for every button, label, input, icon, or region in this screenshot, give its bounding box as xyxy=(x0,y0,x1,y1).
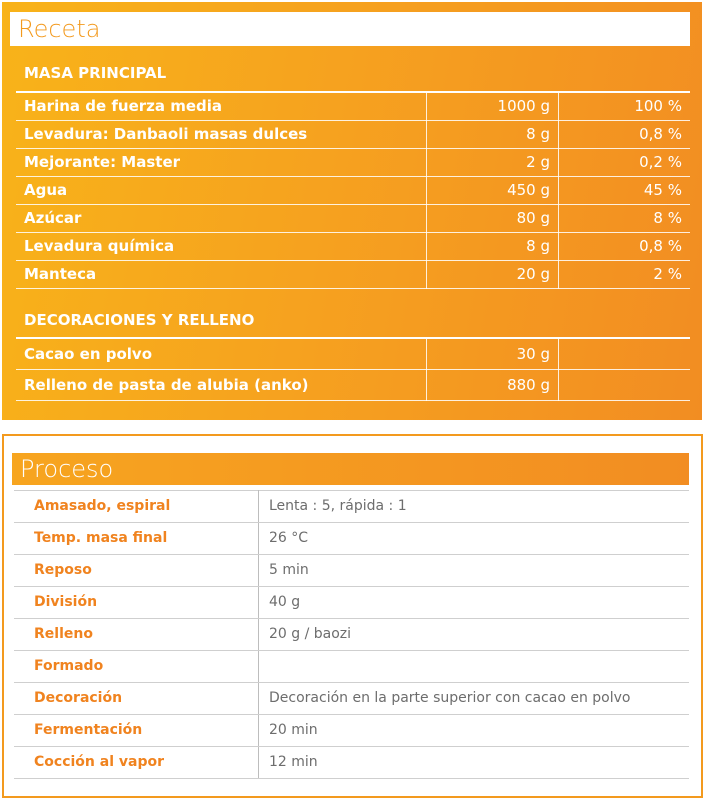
receta-title-bar xyxy=(10,12,690,46)
ingredient-qty: 80 g xyxy=(427,205,559,233)
decoraciones-heading: DECORACIONES Y RELLENO xyxy=(24,311,255,329)
table-row xyxy=(16,338,690,370)
process-label: Cocción al vapor xyxy=(14,747,259,779)
ingredient-qty: 450 g xyxy=(427,177,559,205)
ingredient-qty: 1000 g xyxy=(427,92,559,121)
receta-panel xyxy=(2,2,702,420)
ingredient-name: Cacao en polvo xyxy=(16,338,427,370)
process-label: Reposo xyxy=(14,555,259,587)
ingredient-pct xyxy=(559,338,691,370)
process-value: 12 min xyxy=(259,747,690,779)
process-value: 5 min xyxy=(259,555,690,587)
ingredient-name: Azúcar xyxy=(16,205,427,233)
ingredient-pct: 45 % xyxy=(559,177,691,205)
ingredient-qty: 8 g xyxy=(427,233,559,261)
ingredient-pct: 0,8 % xyxy=(559,233,691,261)
ingredient-pct: 2 % xyxy=(559,261,691,289)
proceso-title: Proceso xyxy=(20,455,114,483)
process-value: 26 °C xyxy=(259,523,690,555)
process-value: Lenta : 5, rápida : 1 xyxy=(259,491,690,523)
table-row xyxy=(16,261,690,289)
ingredient-name: Levadura: Danbaoli masas dulces xyxy=(16,121,427,149)
table-row xyxy=(14,619,689,651)
ingredient-qty: 880 g xyxy=(427,370,559,401)
table-row xyxy=(16,92,690,121)
proceso-table xyxy=(14,490,689,779)
ingredient-qty: 2 g xyxy=(427,149,559,177)
ingredient-pct xyxy=(559,370,691,401)
process-label: Formado xyxy=(14,651,259,683)
table-row xyxy=(14,555,689,587)
masa-principal-heading: MASA PRINCIPAL xyxy=(24,64,167,82)
ingredient-pct: 8 % xyxy=(559,205,691,233)
proceso-title-bar xyxy=(12,453,689,485)
decoraciones-table xyxy=(16,337,690,401)
ingredient-name: Mejorante: Master xyxy=(16,149,427,177)
process-value: 20 g / baozi xyxy=(259,619,690,651)
ingredient-pct: 0,2 % xyxy=(559,149,691,177)
table-row xyxy=(14,715,689,747)
ingredient-name: Levadura química xyxy=(16,233,427,261)
table-row xyxy=(16,121,690,149)
process-value: Decoración en la parte superior con cacao en polvo xyxy=(259,683,690,715)
ingredient-qty: 20 g xyxy=(427,261,559,289)
process-label: División xyxy=(14,587,259,619)
table-row xyxy=(14,747,689,779)
process-value xyxy=(259,651,690,683)
ingredient-pct: 0,8 % xyxy=(559,121,691,149)
table-row xyxy=(16,205,690,233)
table-row xyxy=(14,587,689,619)
process-label: Relleno xyxy=(14,619,259,651)
ingredient-qty: 30 g xyxy=(427,338,559,370)
process-label: Fermentación xyxy=(14,715,259,747)
ingredient-pct: 100 % xyxy=(559,92,691,121)
ingredient-qty: 8 g xyxy=(427,121,559,149)
process-label: Amasado, espiral xyxy=(14,491,259,523)
proceso-panel xyxy=(2,434,703,798)
process-value: 40 g xyxy=(259,587,690,619)
ingredient-name: Manteca xyxy=(16,261,427,289)
process-label: Temp. masa final xyxy=(14,523,259,555)
process-value: 20 min xyxy=(259,715,690,747)
masa-principal-table xyxy=(16,91,690,289)
receta-title: Receta xyxy=(18,15,101,43)
ingredient-name: Relleno de pasta de alubia (anko) xyxy=(16,370,427,401)
table-row xyxy=(16,233,690,261)
ingredient-name: Agua xyxy=(16,177,427,205)
table-row xyxy=(14,683,689,715)
table-row xyxy=(14,651,689,683)
process-label: Decoración xyxy=(14,683,259,715)
table-row xyxy=(14,491,689,523)
table-row xyxy=(16,149,690,177)
ingredient-name: Harina de fuerza media xyxy=(16,92,427,121)
table-row xyxy=(16,370,690,401)
table-row xyxy=(16,177,690,205)
table-row xyxy=(14,523,689,555)
